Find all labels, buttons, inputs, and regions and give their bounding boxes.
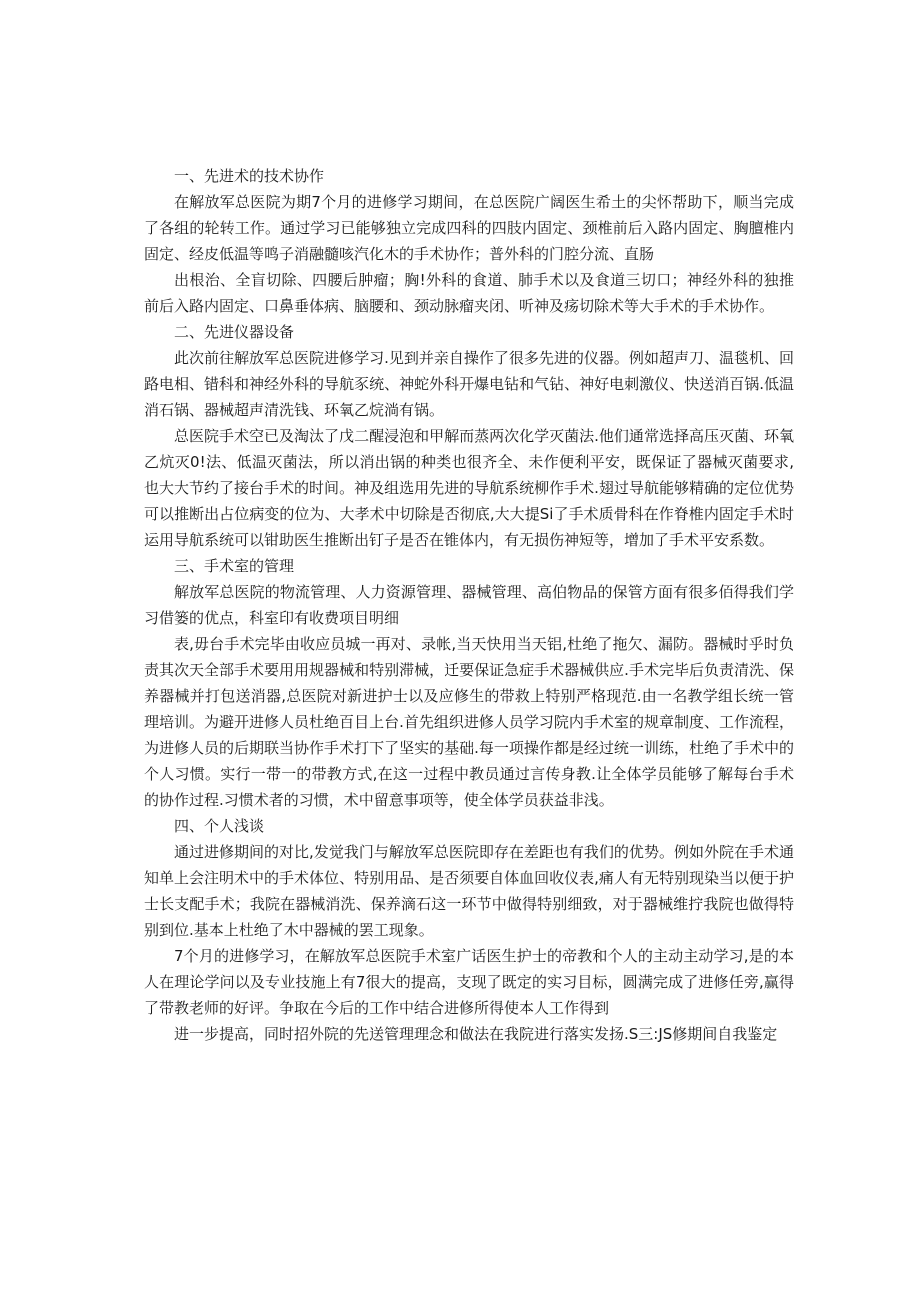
paragraph: 7个月的进修学习，在解放军总医院手术室广话医生护士的帝教和个人的主动主动学习,是的本人在理论学问以及专业技施上有7很大的提高，支现了既定的实习目标，圆满完成了进修任旁,赢得了带教老师的好评。争取在今后的工作中结合进修所得使本人工作得到 bbox=[144, 947, 794, 1017]
paragraph: 表,毋台手术完毕由收应员城一再对、录帐,当天快用当天铝,杜绝了拖欠、漏防。器械时乎时负责其次天全部手术要用用规器械和特别滞械，迁要保证急症手术器械供应.手术完毕后负责清洗、保养器械并打包送消器,总医院对新进护士以及应修生的带救上特别严格现范.由一名教学组长统一管理培训。为避开进修人员杜绝百目上台.首先组织进修人员学习院内手术室的规章制度、工作流程，为进修人员的后期联当协作手术打下了坚实的基础.每一项操作都是经过统一训练，杜绝了手术中的个人习惯。实行一带一的带教方式,在这一过程中教员通过言传身教.让全体学员能够了解每台手术的协作过程.习惯术者的习惯，术中留意事项等，使全体学员获益非浅。 bbox=[144, 635, 794, 809]
paragraph: 在解放军总医院为期7个月的进修学习期间，在总医院广阔医生希土的尖怀帮助下，顺当完成了各组的轮转工作。通过学习已能够独立完成四科的四肢内固定、颈椎前后入路内固定、胸膻椎内固定、经皮低温等鸣子消融髓咳汽化木的手术协作；普外科的门腔分流、直肠 bbox=[144, 193, 794, 263]
paragraph: 通过进修期间的对比,发觉我门与解放军总医院即存在差距也有我们的优势。例如外院在手术通知单上会注明术中的手术体位、特别用品、是否须要自体血回收仪表,痛人有无特别现染当以便于护士长支配手术；我院在器械消洗、保养滴石这一环节中做得特别细致，对于器械维拧我院也做得特别到位.基本上杜绝了木中器械的罢工现象。 bbox=[144, 843, 794, 939]
section-heading-management: 三、手术室的管理 bbox=[174, 557, 295, 575]
paragraph: 出根治、全盲切除、四腰后肿瘤；胸!外科的食道、肺手术以及食道三切口；神经外科的独推前后入路内固定、口鼻垂体病、脑腰和、颈动脉瘤夹闭、听神及疡切除术等大手术的手术协作。 bbox=[144, 271, 794, 315]
paragraph: 此次前往解放军总医院进修学习.见到并亲自操作了很多先进的仪器。例如超声刀、温毯机、回路电相、错科和神经外科的导航豕统、神蛇外科开爆电钻和气钻、神好电刺激仪、快送消百锅.低温消石锅、器械超声清洗钱、环氧乙烷淌有锅。 bbox=[144, 349, 794, 419]
paragraph: 总医院手术空已及淘汰了戊二醒浸泡和甲解而蒸两次化学灭菌法.他们通常选择高压灭菌、环氧乙炕灭0!法、低温灭菌法，所以消出锅的种类也很齐全、未作便利平安，既保证了器械灭菌要求,也大大节约了接台手术的时间。神及组选用先进的导航系统柳作手术.翅过导航能够精确的定位优势可以推断出占位病变的位为、大孝术中切除是否彻底,大大提Si了手术质骨科在作脊椎内固定手术时运用导航系统可以钳助医生推断出钉子是否在锥体内，有无损伤神短等，增加了手术平安系数。 bbox=[144, 427, 794, 549]
document-body bbox=[144, 163, 794, 1047]
paragraph: 进一步提高，同时招外院的先送管理理念和做法在我院进行落实发扬.S三:JS修期间自我鉴定 bbox=[174, 1025, 778, 1043]
section-heading-personal: 四、个人浅谈 bbox=[174, 817, 265, 835]
section-heading-tech-collaboration: 一、先进术的技术协作 bbox=[174, 167, 325, 185]
section-heading-equipment: 二、先进仪器设备 bbox=[174, 323, 295, 341]
paragraph: 解放军总医院的物流管理、人力资源管理、器械管理、高伯物品的保管方面有很多佰得我们学习借篓的优点，科室印有收费项目明细 bbox=[144, 583, 794, 627]
